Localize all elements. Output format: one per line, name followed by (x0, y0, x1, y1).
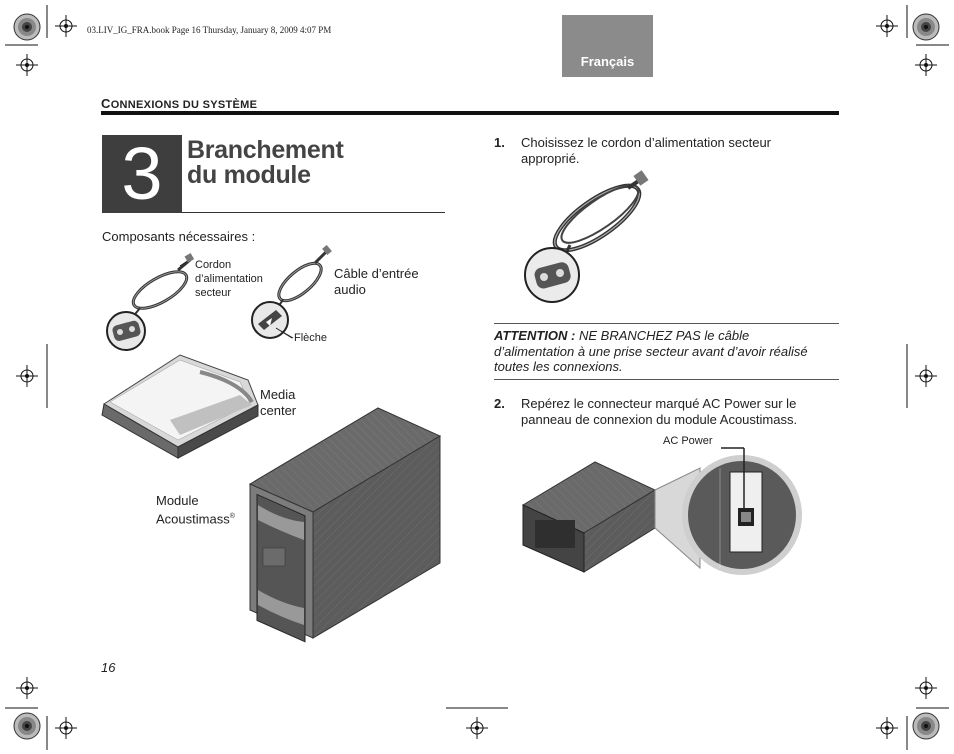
step2-number: 2. (494, 396, 505, 411)
attention-text-line1: NE BRANCHEZ PAS le câble (575, 328, 750, 343)
chapter-title (187, 138, 343, 188)
media-center-label-line1: Media (260, 387, 296, 402)
power-cord-label-line1: Cordon (195, 259, 232, 271)
acoustimass-module-illustration (250, 408, 440, 642)
attention-notice (494, 328, 839, 375)
page-number: 16 (101, 660, 116, 675)
media-center-label-line2: center (260, 403, 297, 418)
module-label-line1: Module (156, 493, 199, 508)
section-title-rest: ONNEXIONS DU SYSTÈME (110, 99, 258, 111)
step1-text-line1: Choisissez le cordon d’alimentation secteur (521, 135, 772, 150)
audio-cable-label-line1: Câble d’entrée (334, 266, 419, 281)
attention-label: ATTENTION : (494, 328, 576, 343)
attention-line1 (494, 328, 839, 344)
file-info: 03.LIV_IG_FRA.book Page 16 Thursday, January 8, 2009 4:07 PM (87, 25, 332, 35)
power-cord-large-illustration (525, 170, 649, 302)
step1-text (521, 135, 771, 167)
step1-text-line2: approprié. (521, 151, 580, 166)
attention-bottom-rule (494, 379, 839, 380)
module-label-line2 (156, 509, 235, 527)
step2-text (521, 396, 797, 428)
step1-number: 1. (494, 135, 505, 150)
media-center-illustration (102, 355, 258, 458)
step2-text-line2: panneau de connexion du module Acoustimass. (521, 412, 798, 427)
language-tab-label: Français (580, 54, 635, 69)
attention-text-line2: d’alimentation à une prise secteur avant d’avoir réalisé (494, 343, 808, 359)
arrow-label: Flèche (294, 332, 328, 344)
chapter-underline (182, 212, 445, 213)
power-cord-label-line3: secteur (195, 287, 232, 299)
ac-power-zoom-illustration (523, 448, 802, 575)
audio-cable-label-line2: audio (334, 282, 366, 297)
section-title (101, 96, 257, 111)
chapter-title-line2: du module (187, 161, 311, 189)
section-rule (101, 111, 839, 115)
components-label: Composants nécessaires : (102, 229, 256, 244)
audio-cable-label (334, 266, 419, 298)
power-cord-label (195, 258, 263, 300)
media-center-label (260, 387, 296, 419)
module-label (156, 493, 235, 527)
section-title-initial: C (101, 96, 111, 111)
attention-top-rule (494, 323, 839, 324)
power-cord-small-illustration (107, 253, 194, 350)
chapter-title-line1: Branchement (187, 136, 344, 164)
registered-mark: ® (229, 513, 235, 520)
step2-text-line1: Repérez le connecteur marqué AC Power sur le (521, 396, 797, 411)
ac-power-label: AC Power (663, 435, 713, 447)
chapter-number: 3 (102, 135, 182, 213)
language-tab (562, 15, 653, 77)
attention-text-line3: toutes les connexions. (494, 359, 623, 374)
module-label-name: Acoustimass (156, 511, 230, 527)
audio-cable-illustration (252, 245, 332, 338)
power-cord-label-line2: d’alimentation (195, 273, 263, 285)
